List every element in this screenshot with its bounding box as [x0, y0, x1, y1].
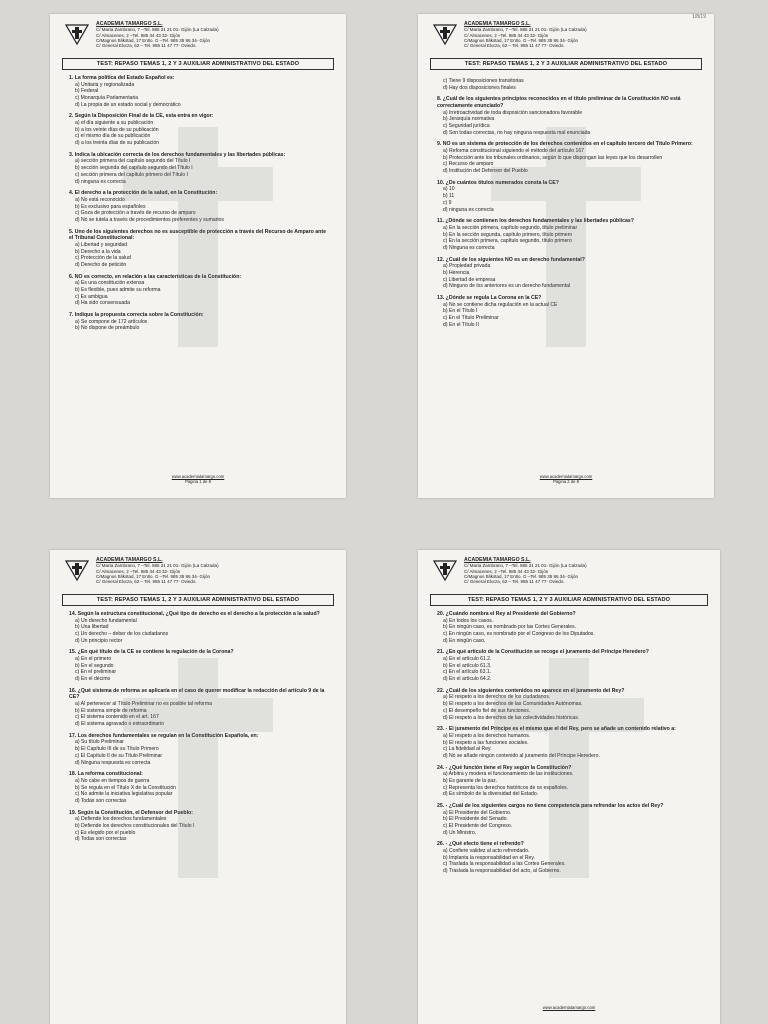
answer-option: d) Ninguna respuesta es correcta: [75, 759, 151, 766]
answer-option: d) En ningún caso.: [443, 637, 486, 644]
footer-url[interactable]: www.academiatamargo.com: [542, 1005, 596, 1010]
answer-option: b) El Presidente del Senado.: [443, 816, 508, 823]
academy-name: ACADEMIA TAMARGO S.L.: [464, 21, 531, 27]
answer-option: d) En el Título II: [443, 321, 479, 328]
answer-option: c) Monarquía Parlamentaria: [75, 95, 139, 101]
answer-option: a) Irretroactividad de toda disposición sancionadora favorable: [443, 109, 583, 116]
question-item: [69, 229, 330, 269]
question-item: [69, 733, 330, 766]
question-item: [437, 218, 698, 251]
answer-option: d) El sistema agravado o extraordinario: [75, 721, 164, 728]
answer-option: d) Un Ministro.: [443, 829, 477, 836]
question-item: [69, 190, 330, 223]
answer-option: c) Es elegido por el pueblo: [75, 829, 136, 836]
answer-option: b) Protección ante los tribunales ordinarios, según lo que dispongan las leyes que los desarrollen: [443, 154, 663, 161]
answer-option: d) Todas son correctas: [75, 797, 127, 804]
answer-option: c) Recurso de amparo: [443, 161, 494, 168]
question-list: [50, 606, 346, 843]
answer-option: a) En el artículo 61.2.: [443, 656, 492, 662]
answer-option: c) Es ambigua: [75, 293, 108, 300]
answer-option: a) Libertad y seguridad: [75, 241, 128, 248]
question-item: [437, 141, 698, 174]
question-text: 26. - ¿Qué efecto tiene el refrendo?: [437, 841, 524, 848]
question-text: 12. ¿Cuál de los siguientes NO es un derecho fundamental?: [437, 256, 585, 263]
answer-option: b) Herencia: [443, 269, 470, 276]
answer-option: c) Libertad de empresa: [443, 276, 496, 283]
answer-option: b) No dispone de preámbulo: [75, 325, 140, 332]
academy-info: [464, 22, 587, 48]
letterhead: [418, 550, 720, 594]
answer-option: d) ninguna es correcta: [443, 206, 494, 213]
answer-option: b) sección segunda del capítulo segundo del Título I: [75, 165, 193, 172]
question-item: [69, 688, 330, 728]
answer-option: c) El desempeño fiel de sus funciones.: [443, 707, 531, 714]
answer-option: a) Unitaria y regionalizada: [75, 81, 135, 88]
answer-option: c) el mismo día de su publicación: [75, 133, 151, 140]
answer-option: d) ninguna es correcta: [75, 178, 126, 185]
answer-option: d) No se añade ningún contenido al juramento del Príncipe Heredero.: [443, 752, 600, 759]
test-title: TEST: REPASO TEMAS 1, 2 Y 3 AUXILIAR ADMINISTRATIVO DEL ESTADO: [62, 58, 334, 70]
answer-option: b) El sistema simple de reforma: [75, 707, 147, 714]
address-line: C/ Marta Zambrano, 7 –Tel. 985 31 21 01- Gijón (La Calzada): [96, 27, 219, 33]
question-text: 21. ¿En qué artículo de la Constitución se recoge el juramento del Príncipe Heredero?: [437, 649, 649, 656]
answer-option: b) Una libertad: [75, 624, 109, 631]
address-line: C/ Almacenes, 2 –Tel. 985 34 43 32- Gijón: [96, 568, 181, 574]
question-item: [69, 611, 330, 644]
answer-option: a) No cabe en tiempos de guerra: [75, 777, 150, 784]
question-item: [69, 649, 330, 682]
answer-option: c) El Presidente del Congreso.: [443, 823, 513, 830]
academy-name: ACADEMIA TAMARGO S.L.: [96, 21, 163, 27]
question-item: [437, 726, 704, 759]
question-item: [437, 803, 704, 836]
answer-option: b) El respeto a los derechos de las Comunidades Autónomas.: [443, 701, 583, 708]
question-item: [69, 75, 330, 108]
answer-option: a) En la sección primera, capítulo segundo, título preliminar: [443, 224, 578, 231]
answer-option: a) Es una constitución extensa: [75, 280, 145, 287]
question-text: 18. La reforma constitucional:: [69, 771, 143, 778]
answer-option: b) Es exclusivo para españoles: [75, 203, 146, 210]
answer-option: c) El sistema contenido en el art. 167: [75, 714, 159, 721]
answer-option: a) En todos los casos.: [443, 617, 494, 624]
answer-option: d) En el décimo: [75, 676, 111, 683]
question-list: [418, 91, 714, 328]
answer-option: a) sección primera del capítulo segundo del Título I: [75, 158, 191, 165]
academy-logo-icon: [65, 22, 89, 46]
answer-option: d) El respeto a los derechos de las colectividades históricas.: [443, 714, 580, 721]
address-line: C/ Almacenes, 2 –Tel. 985 34 43 32- Gijón: [464, 568, 549, 574]
answer-option: d) Institución del Defensor del Pueblo: [443, 168, 528, 175]
question-item: [437, 611, 704, 644]
address-line: C/ General Elorza, 62 – Tel. 985 11 47 77- Oviedo.: [96, 579, 197, 585]
answer-option: c) El Capítulo II de su Título Preliminar: [75, 752, 163, 759]
question-list: [418, 606, 720, 875]
answer-option: c) En el artículo 63.1.: [443, 669, 492, 676]
answer-option: c) No admite la iniciativa legislativa popular: [75, 791, 173, 798]
address-line: C/Magnus Blikstad, 17 Entlo. G –Tel. 985 35 86 34- Gijón: [464, 37, 579, 43]
question-text: 10. ¿De cuántos títulos numerados consta la CE?: [437, 179, 559, 186]
answer-option: c) En el Título Preliminar: [443, 315, 499, 322]
answer-option: d) Derecho de petición: [75, 261, 127, 268]
answer-option: d) a los treinta días de su publicación: [75, 140, 160, 147]
page-sheet-4: [418, 550, 720, 1024]
question-text: 25. - ¿Cuál de los siguientes cargos no tiene competencia para refrendar los actos del Rey?: [437, 803, 664, 810]
answer-option: b) 11: [443, 193, 455, 200]
question-text: 3. Indica la ubicación correcta de los derechos fundamentales y las libertades públicas:: [69, 151, 286, 158]
question-text: 17. Los derechos fundamentales se regulan en la Constitución Española, en:: [69, 732, 259, 739]
answer-option: a) El respeto a los derechos humanos.: [443, 732, 531, 739]
question-item: [69, 274, 330, 307]
question-text: 22. ¿Cuál de los siguientes contenidos no aparece en el juramento del Rey?: [437, 687, 625, 694]
continued-options: [418, 70, 714, 91]
question-text: 14. Según la estructura constitucional, ¿Qué tipo de derecho es el derecho a la protección a la salud?: [69, 611, 320, 617]
answer-option: a) Defiende los derechos fundamentales: [75, 816, 167, 823]
answer-option: d) Ha sido consensuada: [75, 300, 130, 307]
question-item: [69, 113, 330, 146]
answer-option: b) a los veinte días de su publicación: [75, 126, 159, 133]
answer-option: c) En ningún caso, es nombrado por el Congreso de los Diputados.: [443, 631, 595, 637]
academy-name: ACADEMIA TAMARGO S.L.: [464, 557, 531, 563]
question-text: 7. Indique la propuesta correcta sobre la Constitución:: [69, 312, 204, 319]
question-text: 15. ¿En qué título de la CE se contiene la regulación de la Corona?: [69, 649, 234, 656]
question-list: [50, 70, 346, 332]
address-line: C/ Almacenes, 2 –Tel. 985 34 43 32- Gijón: [464, 32, 549, 38]
answer-option: b) Es garante de la paz.: [443, 777, 498, 784]
answer-option: a) Arbitra y modera el funcionamiento de las instituciones.: [443, 771, 574, 778]
page-footer: [50, 474, 346, 484]
page-footer: [418, 1005, 720, 1010]
question-item: [437, 257, 698, 290]
answer-option: c) 9: [443, 199, 452, 206]
question-text: 2. Según la Disposición Final de la CE, esta entra en vigor:: [69, 113, 214, 120]
address-line: C/ Marta Zambrano, 7 –Tel. 985 31 21 01- Gijón (La Calzada): [464, 563, 587, 569]
question-item: [437, 841, 704, 874]
footer-url[interactable]: www.academiatamargo.com: [539, 474, 593, 479]
question-text: 6. NO es correcto, en relación a las características de la Constitución:: [69, 273, 242, 280]
question-item: [69, 152, 330, 185]
answer-option: a) Un derecho fundamental: [75, 617, 137, 624]
answer-option: b) En el artículo 61.3.: [443, 662, 492, 669]
letterhead: [50, 14, 346, 58]
answer-option: c) En la sección primera, capítulo segundo, título primero: [443, 238, 572, 245]
academy-info: [96, 22, 219, 48]
academy-info: [96, 558, 219, 584]
answer-option: d) Hay dos disposiciones finales: [443, 84, 516, 91]
question-text: 16. ¿Qué sistema de reforma se aplicaría en el caso de querer modificar la redacción del artículo 9 de la CE?: [69, 687, 325, 701]
answer-option: d) En el artículo 64.2.: [443, 676, 492, 683]
answer-option: a) El respeto a los derechos de los ciudadanos.: [443, 694, 551, 701]
answer-option: c) Seguridad jurídica: [443, 123, 490, 129]
academy-name: ACADEMIA TAMARGO S.L.: [96, 557, 163, 563]
question-text: 4. El derecho a la protección de la salud, en la Constitución:: [69, 190, 218, 197]
letterhead: [50, 550, 346, 594]
answer-option: c) En el preliminar: [75, 669, 117, 676]
page-number: Página 2 de 8: [553, 479, 579, 484]
question-item: [437, 295, 698, 328]
answer-option: d) No se tutela a través de procedimientos preferentes y sumarios: [75, 216, 224, 223]
test-title: TEST: REPASO TEMAS 1, 2 Y 3 AUXILIAR ADMINISTRATIVO DEL ESTADO: [430, 594, 708, 606]
answer-option: a) En el primero: [75, 656, 112, 662]
question-item: [437, 688, 704, 721]
answer-option: d) Ninguna es correcta: [443, 244, 495, 251]
page-sheet-2: [418, 14, 714, 498]
question-item: [437, 180, 698, 213]
question-text: 8. ¿Cuál de los siguientes principios reconocidos en el título preliminar de la Constitución NO está correctamente enunciado?: [437, 96, 681, 109]
answer-option: a) No se contiene dicha regulación en la actual CE: [443, 301, 558, 308]
address-line: C/ General Elorza, 62 – Tel. 985 11 47 77- Oviedo.: [464, 579, 565, 585]
answer-option: a) No está reconocido: [75, 196, 125, 203]
academy-logo-icon: [65, 558, 89, 582]
letterhead: [418, 14, 714, 58]
answer-option: d) La propia de un estado social y democrático: [75, 101, 181, 108]
page-sheet-1: [50, 14, 346, 498]
answer-option: d) Son todas correctas, no hay ninguna respuesta mal enunciada: [443, 129, 591, 136]
answer-option: b) Se regula en el Título X de la Constitución: [75, 784, 176, 791]
answer-option: a) Al pertenecer al Título Preliminar no es posible tal reforma: [75, 701, 212, 707]
footer-url[interactable]: www.academiatamargo.com: [171, 474, 225, 479]
answer-option: d) Traslada la responsabilidad del acto, al Gobierno.: [443, 868, 561, 875]
page-sheet-3: [50, 550, 346, 1024]
address-line: C/ Marta Zambrano, 7 –Tel. 985 31 21 01- Gijón (La Calzada): [464, 27, 587, 33]
question-item: [69, 810, 330, 843]
test-title: TEST: REPASO TEMAS 1, 2 Y 3 AUXILIAR ADMINISTRATIVO DEL ESTADO: [62, 594, 334, 606]
corner-mark: 1/8/19: [692, 14, 706, 20]
answer-option: b) El respeto a las funciones sociales.: [443, 739, 529, 746]
test-title: TEST: REPASO TEMAS 1, 2 Y 3 AUXILIAR ADMINISTRATIVO DEL ESTADO: [430, 58, 702, 70]
question-text: 13. ¿Dónde se regula La Corona en la CE?: [437, 295, 542, 302]
question-text: 20. ¿Cuándo nombra el Rey al Presidente del Gobierno?: [437, 611, 576, 617]
question-text: 19. Según la Constitución, el Defensor del Pueblo:: [69, 809, 193, 816]
answer-option: b) Defiende los derechos constitucionales del Título I: [75, 822, 195, 829]
answer-option: c) Protección de la salud: [75, 255, 131, 262]
answer-option: a) 10: [443, 186, 455, 193]
academy-info: [464, 558, 587, 584]
answer-option: b) Jerarquía normativa: [443, 116, 495, 123]
address-line: C/Magnus Blikstad, 17 Entlo. G –Tel. 985 35 86 34- Gijón: [96, 37, 211, 43]
answer-option: b) En el Título I: [443, 308, 478, 315]
answer-option: d) Ninguno de los anteriores es un derecho fundamental: [443, 283, 571, 290]
answer-option: c) Goza de protección a través de recurso de amparo: [75, 210, 196, 217]
question-text: 11. ¿Dónde se contienen los derechos fundamentales y las libertades públicas?: [437, 218, 634, 225]
question-item: [69, 771, 330, 804]
answer-option: c) Representa los derechos históricos de os españoles.: [443, 784, 569, 791]
answer-option: a) Reforma constitucional siguiendo el método del artículo 167: [443, 148, 585, 154]
address-line: C/ Almacenes, 2 –Tel. 985 34 43 32- Gijón: [96, 32, 181, 38]
answer-option: b) El Capítulo III de su Título Primero: [75, 746, 159, 753]
answer-option: c) Tiene 9 disposiciones transitorias: [443, 78, 524, 84]
question-text: 9. NO es un sistema de protección de los derechos contenidos en el capítulo tercero del Título Primero:: [437, 141, 693, 148]
address-line: C/ General Elorza, 62 – Tel. 985 11 47 77- Oviedo.: [96, 43, 197, 49]
answer-option: c) Traslada la responsabilidad a las Cortes Generales.: [443, 861, 566, 868]
answer-option: a) El Presidente del Gobierno.: [443, 809, 512, 816]
question-text: 24. - ¿Qué función tiene el Rey según la Constitución?: [437, 764, 572, 771]
answer-option: b) En la sección segunda, capítulo primero, título primero: [443, 231, 573, 238]
answer-option: a) Su título Preliminar: [75, 739, 124, 746]
answer-option: a) Se compone de 172 artículos: [75, 318, 148, 325]
answer-option: b) Derecho a la vida: [75, 248, 121, 255]
address-line: C/ General Elorza, 62 – Tel. 985 11 47 77- Oviedo.: [464, 43, 565, 49]
question-text: 23. - El juramento del Príncipe es el mismo que el del Rey, pero se añade un contenido relativo a:: [437, 726, 676, 733]
answer-option: a) el día siguiente a su publicación: [75, 120, 154, 126]
answer-option: b) Implanta la responsabilidad en el Rey.: [443, 854, 535, 861]
page-footer: [418, 474, 714, 484]
answer-option: d) Un principio rector: [75, 637, 123, 644]
answer-option: c) sección primera del capítulo primero del Título I: [75, 171, 188, 178]
answer-option: d) Todas son correctas: [75, 836, 127, 843]
answer-option: b) En el segundo: [75, 662, 114, 669]
answer-option: a) Propiedad privada: [443, 263, 491, 270]
page-number: Página 1 de 8: [185, 479, 211, 484]
academy-logo-icon: [433, 558, 457, 582]
question-item: [437, 765, 704, 798]
question-item: [437, 649, 704, 682]
answer-option: b) Es flexible, pues admite su reforma: [75, 286, 161, 293]
answer-option: c) La fidelidad al Rey.: [443, 746, 492, 753]
academy-logo-icon: [433, 22, 457, 46]
question-item: [437, 96, 698, 136]
address-line: C/Magnus Blikstad, 17 Entlo. G –Tel. 985 35 86 34- Gijón: [464, 573, 579, 579]
answer-option: a) Confiere validez al acto refrendado.: [443, 848, 530, 855]
answer-option: c) Un derecho – deber de los ciudadanos: [75, 631, 169, 637]
answer-option: b) Federal: [75, 88, 99, 95]
question-item: [69, 312, 330, 332]
question-text: 1. La forma política del Estado Español es:: [69, 75, 175, 81]
question-text: 5. Uno de los siguientes derechos no es susceptible de protección a través del Recurso de Amparo ante el Tribunal Constitucional:: [69, 228, 326, 242]
answer-option: d) Es símbolo de la diversidad del Estado.: [443, 791, 539, 798]
address-line: C/ Marta Zambrano, 7 –Tel. 985 31 21 01- Gijón (La Calzada): [96, 563, 219, 569]
answer-option: b) En ningún caso, es nombrado por las Cortes Generales.: [443, 624, 577, 631]
address-line: C/Magnus Blikstad, 17 Entlo. G –Tel. 985 35 86 34- Gijón: [96, 573, 211, 579]
